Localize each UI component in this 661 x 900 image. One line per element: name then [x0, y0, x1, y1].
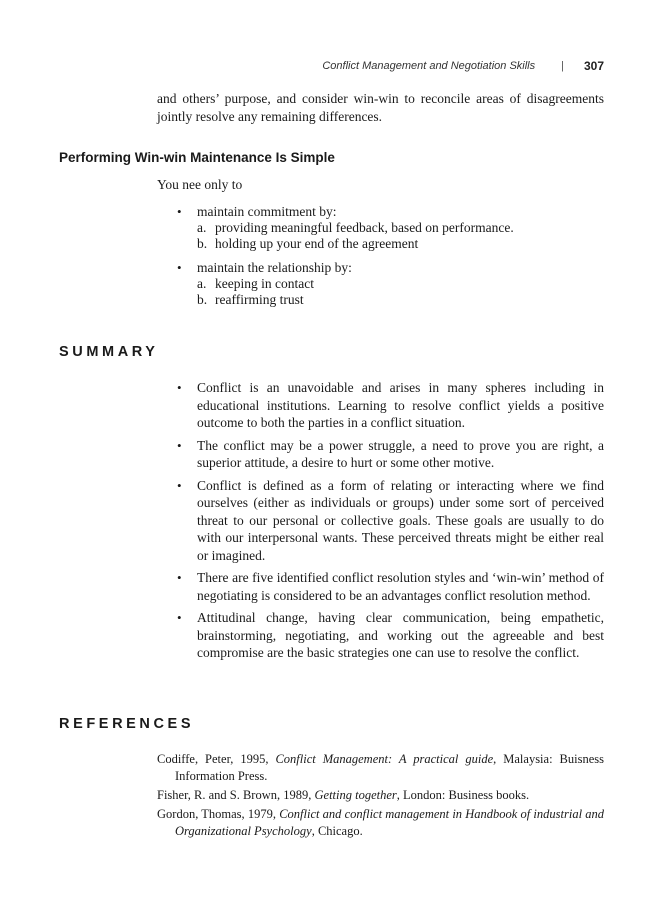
reference-title: Conflict Management: A practical guide	[275, 752, 494, 766]
list-item-text: Conflict is an unavoidable and arises in many spheres including in educational institutions. Learning to resolve conflict yields a positive outcome to both the parties in a conflict situation.	[197, 380, 604, 430]
references-heading: REFERENCES	[59, 716, 195, 732]
running-title: Conflict Management and Negotiation Skills	[322, 60, 536, 72]
list-item	[177, 379, 604, 432]
list-item	[177, 260, 597, 309]
reference-publisher: , Malaysia: Buisness Information Press.	[175, 752, 604, 784]
sub-list-item	[197, 220, 597, 236]
bullet-icon: •	[177, 380, 182, 395]
reference-authors: Gordon, Thomas, 1979,	[157, 806, 280, 821]
bullet-icon: •	[177, 610, 182, 625]
list-item-text: maintain the relationship by:	[197, 259, 352, 275]
sub-list	[197, 220, 597, 252]
list-item-text: The conflict may be a power struggle, a need to prove you are right, a superior attitude, a desire to hurt or some other motive.	[197, 437, 604, 470]
header-separator: |	[561, 60, 564, 72]
list-item	[177, 437, 604, 472]
sub-list-text: holding up your end of the agreement	[215, 236, 419, 252]
reference-title: Getting together	[314, 787, 397, 802]
page-number: 307	[583, 59, 604, 73]
maintenance-list	[177, 204, 597, 315]
list-item	[177, 569, 604, 604]
reference-entry	[157, 751, 604, 785]
list-item-text: There are five identified conflict resolution styles and ‘win-win’ method of negotiating is considered to be an advantages conflict resolution method.	[197, 570, 604, 603]
list-item-text: Attitudinal change, having clear communication, being empathetic, brainstorming, negotiating, and working out the agreeable and best compromise are the basic strategies one can use to resolve the conflict.	[197, 610, 604, 660]
bullet-icon: •	[177, 259, 182, 275]
reference-entry	[157, 806, 604, 840]
reference-publisher: , Chicago.	[311, 823, 363, 838]
running-header	[322, 59, 604, 73]
sub-list-text: reaffirming trust	[215, 292, 304, 308]
summary-heading: SUMMARY	[59, 344, 159, 360]
sub-list-letter: a.	[197, 275, 207, 291]
references-list	[157, 751, 604, 842]
bullet-icon: •	[177, 204, 182, 219]
reference-entry	[157, 787, 604, 804]
sub-list-letter: b.	[197, 236, 208, 252]
sub-list-text: providing meaningful feedback, based on performance.	[215, 220, 514, 236]
bullet-icon: •	[177, 437, 182, 453]
list-item-text: maintain commitment by:	[197, 204, 337, 219]
list-item	[177, 204, 597, 253]
sub-list-letter: b.	[197, 292, 208, 308]
bullet-icon: •	[177, 570, 182, 585]
reference-authors: Codiffe, Peter, 1995,	[157, 752, 276, 766]
maintenance-lead: You nee only to	[157, 177, 243, 192]
bullet-icon: •	[177, 477, 182, 493]
maintenance-heading: Performing Win-win Maintenance Is Simple	[59, 150, 335, 165]
sub-list-item	[197, 236, 597, 252]
sub-list-item	[197, 292, 597, 308]
intro-paragraph: and others’ purpose, and consider win-win to reconcile areas of disagreements jointly resolve any remaining differences.	[157, 91, 604, 124]
summary-list	[177, 379, 604, 667]
list-item	[177, 609, 604, 662]
reference-publisher: , London: Business books.	[396, 787, 530, 802]
list-item-text: Conflict is defined as a form of relating or interacting where we find ourselves (either as individuals or groups) under some sort of perceived threat to our personal or collective goals. These goals are usually to do with our interpersonal wants. These perceived threats might be either real or imagined.	[197, 477, 604, 563]
sub-list-text: keeping in contact	[215, 275, 314, 291]
reference-title: Conflict and conflict management in Handbook of industrial and Organizational Psychology	[175, 806, 604, 838]
sub-list-letter: a.	[197, 220, 207, 236]
reference-authors: Fisher, R. and S. Brown, 1989,	[157, 787, 315, 802]
sub-list	[197, 276, 597, 308]
list-item	[177, 477, 604, 565]
sub-list-item	[197, 276, 597, 292]
